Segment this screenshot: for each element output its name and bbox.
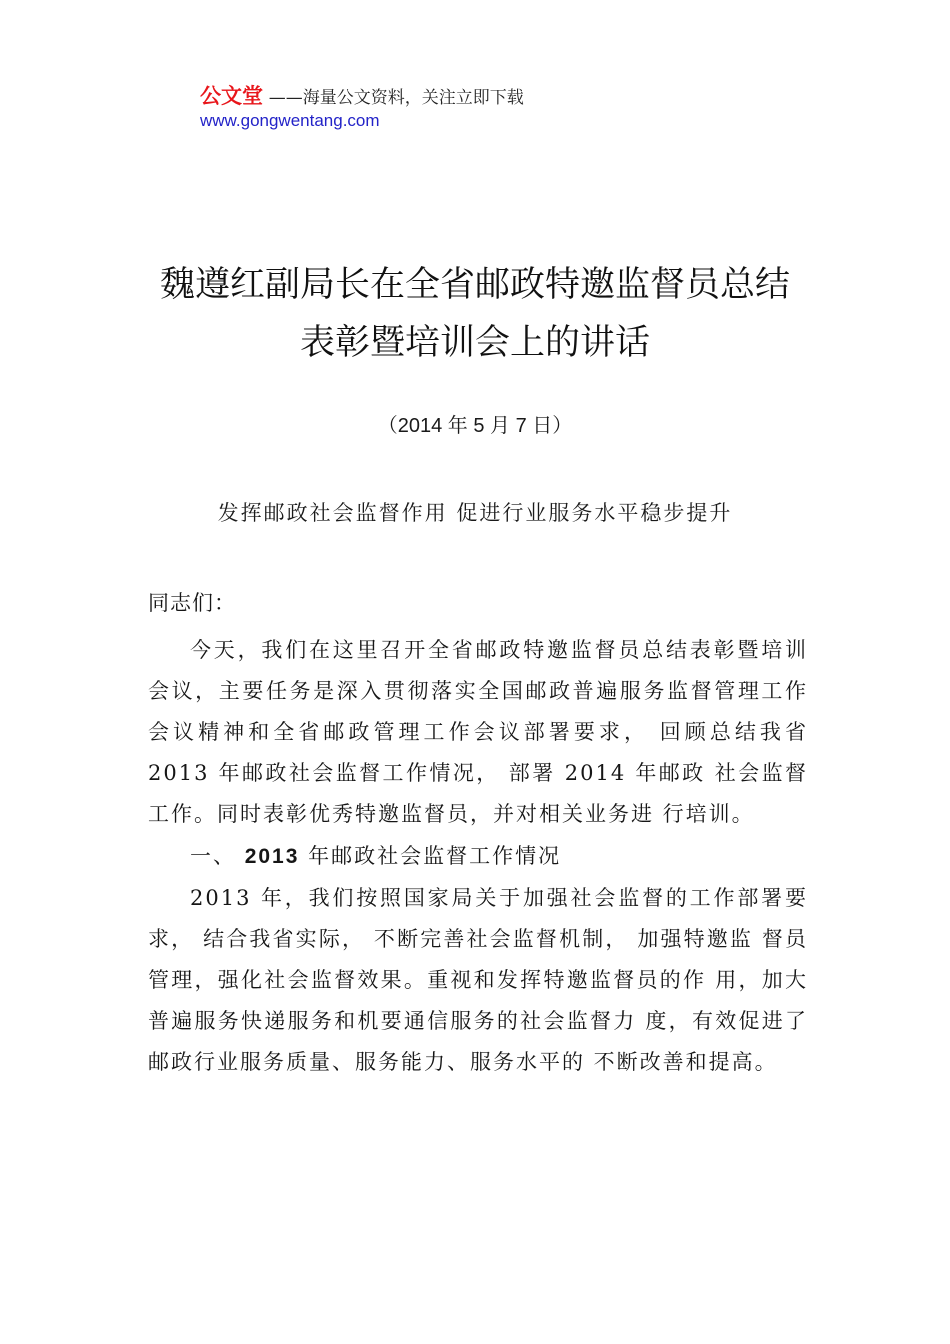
watermark-header bbox=[200, 84, 800, 132]
brand-name: 公文堂 bbox=[200, 84, 263, 108]
title-line-2: 表彰暨培训会上的讲话 bbox=[299, 323, 650, 363]
section-year: 2013 bbox=[244, 845, 300, 868]
document-body bbox=[148, 583, 808, 1083]
section-title: 年邮政社会监督工作情况 bbox=[299, 844, 562, 868]
salutation: 同志们： bbox=[148, 591, 236, 615]
speech-date: （2014 年 5 月 7 日） bbox=[377, 415, 573, 437]
paragraph-2: 2013 年，我们按照国家局关于加强社会监督的工作部署要求， 结合我省实际， 不断完善社会监督机制， 加强特邀监 督员管理，强化社会监督效果。重视和发挥特邀监督员的作 用，加大普遍服务快递服务和机要通信服务的社会监督力 度，有效促进了邮政行业服务质量、服务能力、服务水平的 不断改善和提高。 bbox=[148, 886, 808, 1074]
section-number: 一、 bbox=[190, 844, 245, 868]
brand-slogan: ——海量公文资料，关注立即下载 bbox=[268, 88, 524, 108]
speech-subtitle: 发挥邮政社会监督作用 促进行业服务水平稳步提升 bbox=[217, 501, 733, 525]
title-line-1: 魏遵红副局长在全省邮政特邀监督员总结 bbox=[159, 265, 790, 305]
document-title bbox=[120, 256, 830, 372]
section-heading-1 bbox=[148, 835, 808, 878]
brand-line bbox=[200, 84, 800, 110]
paragraph-1: 今天，我们在这里召开全省邮政特邀监督员总结表彰暨培训会议，主要任务是深入贯彻落实全国邮政普遍服务监督管理工作会议精神和全省邮政管理工作会议部署要求， 回顾总结我省 2013 年邮政社会监督工作情况， 部署 2014 年邮政 社会监督工作。同时表彰优秀特邀监督员，并对相关业务进 行培训。 bbox=[148, 638, 808, 826]
brand-url[interactable]: www.gongwentang.com bbox=[200, 111, 380, 130]
